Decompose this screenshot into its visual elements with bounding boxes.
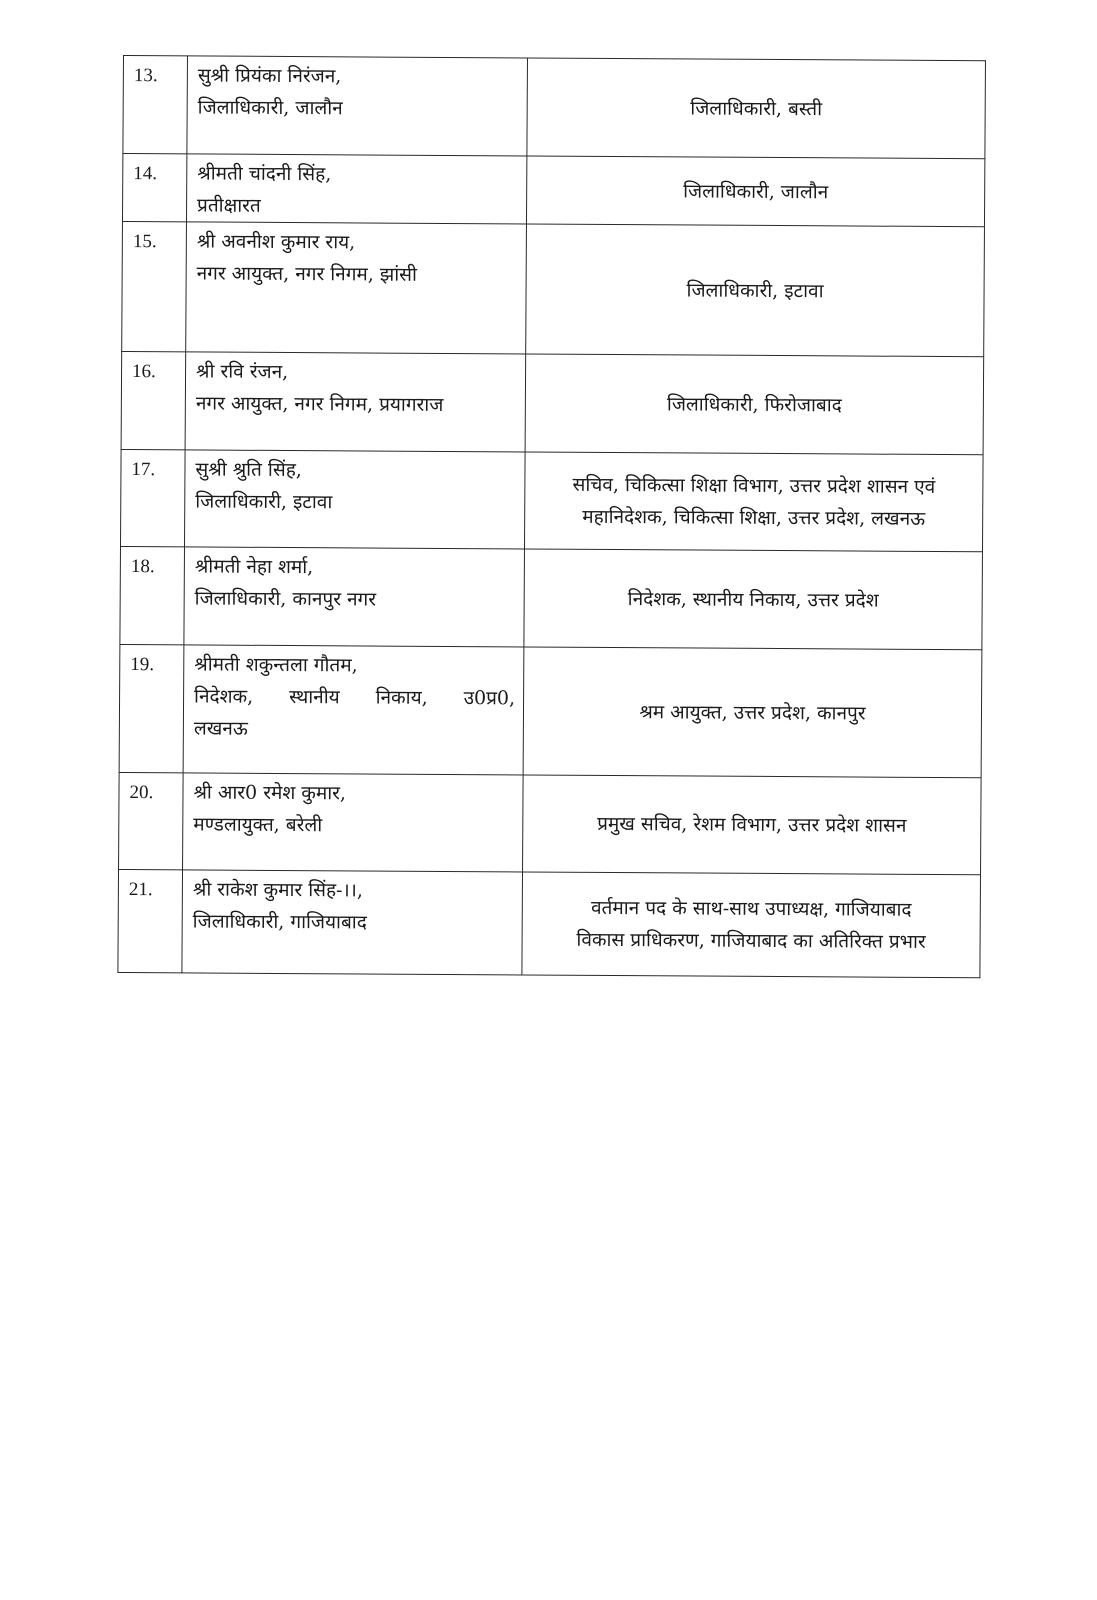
officer-cell: [183, 773, 524, 872]
table-row: [122, 154, 984, 227]
serial-number: 16.: [121, 351, 186, 449]
officer-name: श्रीमती चांदनी सिंह,: [197, 162, 332, 186]
new-posting-cell: [526, 224, 985, 357]
table-row: [120, 449, 983, 551]
officer-current-post: जिलाधिकारी, गाजियाबाद: [192, 910, 367, 934]
new-posting: जिलाधिकारी, फिरोजाबाद: [666, 392, 842, 416]
officer-current-post: नगर आयुक्त, नगर निगम, प्रयागराज: [195, 392, 444, 416]
serial-number: 20.: [119, 772, 184, 869]
serial-number: 17.: [120, 449, 185, 546]
new-posting-line-1: वर्तमान पद के साथ-साथ उपाध्यक्ष, गाजियाबाद: [590, 896, 912, 921]
officer-name: श्री अवनीश कुमार राय,: [196, 230, 356, 254]
officer-current-post: प्रतीक्षारत: [197, 194, 261, 217]
post-word: स्थानीय: [289, 686, 340, 709]
officer-cell: [187, 56, 528, 156]
post-word: निदेशक,: [194, 685, 254, 708]
officer-cell: [184, 450, 525, 549]
new-posting: जिलाधिकारी, बस्ती: [690, 96, 823, 120]
new-posting-line-1: सचिव, चिकित्सा शिक्षा विभाग, उत्तर प्रदेश शासन एवं: [572, 473, 936, 498]
table-row: [123, 56, 986, 159]
serial-number: 18.: [120, 546, 185, 644]
new-posting: श्रम आयुक्त, उत्तर प्रदेश, कानपुर: [639, 700, 866, 725]
serial-number: 19.: [119, 644, 184, 772]
new-posting-cell: [524, 452, 983, 552]
new-posting-line-2: विकास प्राधिकरण, गाजियाबाद का अतिरिक्त प्रभार: [576, 928, 926, 953]
post-word: उ0प्र0,: [463, 687, 516, 710]
officer-name: श्रीमती नेहा शर्मा,: [194, 555, 314, 579]
officer-name: श्री रवि रंजन,: [196, 360, 289, 384]
table-row: [119, 772, 982, 874]
table-row: [121, 351, 984, 454]
table-row: [119, 644, 982, 777]
new-posting: जिलाधिकारी, जालौन: [683, 179, 829, 203]
officer-cell: [184, 547, 525, 647]
officer-name: सुश्री श्रुति सिंह,: [195, 458, 302, 482]
officer-cell: [183, 645, 524, 775]
new-posting-cell: [524, 549, 983, 650]
new-posting-line-2: महानिदेशक, चिकित्सा शिक्षा, उत्तर प्रदेश, लखनऊ: [582, 505, 926, 530]
new-posting: जिलाधिकारी, इटावा: [686, 278, 824, 302]
new-posting-cell: [522, 872, 981, 978]
table-row: [122, 221, 985, 356]
officer-current-post: [194, 680, 515, 714]
officer-current-post: जिलाधिकारी, कानपुर नगर: [194, 587, 377, 611]
officer-cell: [186, 222, 527, 354]
officer-current-post: जिलाधिकारी, जालौन: [197, 96, 343, 120]
transfer-table: [117, 55, 986, 978]
serial-number: 15.: [122, 221, 187, 351]
officer-current-post-line-2: लखनऊ: [193, 717, 248, 740]
post-word: निकाय,: [375, 686, 428, 709]
new-posting-cell: [523, 647, 982, 778]
officer-name: सुश्री प्रियंका निरंजन,: [197, 64, 342, 88]
table-row: [118, 869, 981, 977]
serial-number: 13.: [123, 56, 188, 154]
serial-number: 14.: [122, 154, 186, 222]
new-posting: प्रमुख सचिव, रेशम विभाग, उत्तर प्रदेश शासन: [597, 812, 907, 837]
officer-current-post: मण्डलायुक्त, बरेली: [193, 813, 323, 837]
new-posting: निदेशक, स्थानीय निकाय, उत्तर प्रदेश: [627, 587, 879, 612]
new-posting-cell: [527, 58, 986, 159]
new-posting-cell: [525, 354, 984, 455]
new-posting-cell: [526, 156, 984, 227]
officer-cell: [186, 154, 526, 224]
officer-cell: [185, 352, 526, 452]
officer-current-post: जिलाधिकारी, इटावा: [195, 490, 333, 514]
new-posting-cell: [523, 775, 982, 875]
serial-number: 21.: [118, 869, 183, 972]
officer-name: श्री आर0 रमेश कुमार,: [193, 781, 347, 805]
officer-name: श्रीमती शकुन्तला गौतम,: [194, 653, 358, 677]
table-row: [120, 546, 983, 649]
officer-cell: [182, 870, 523, 975]
officer-current-post: नगर आयुक्त, नगर निगम, झांसी: [196, 262, 418, 286]
officer-name: श्री राकेश कुमार सिंह-।।,: [192, 878, 364, 902]
